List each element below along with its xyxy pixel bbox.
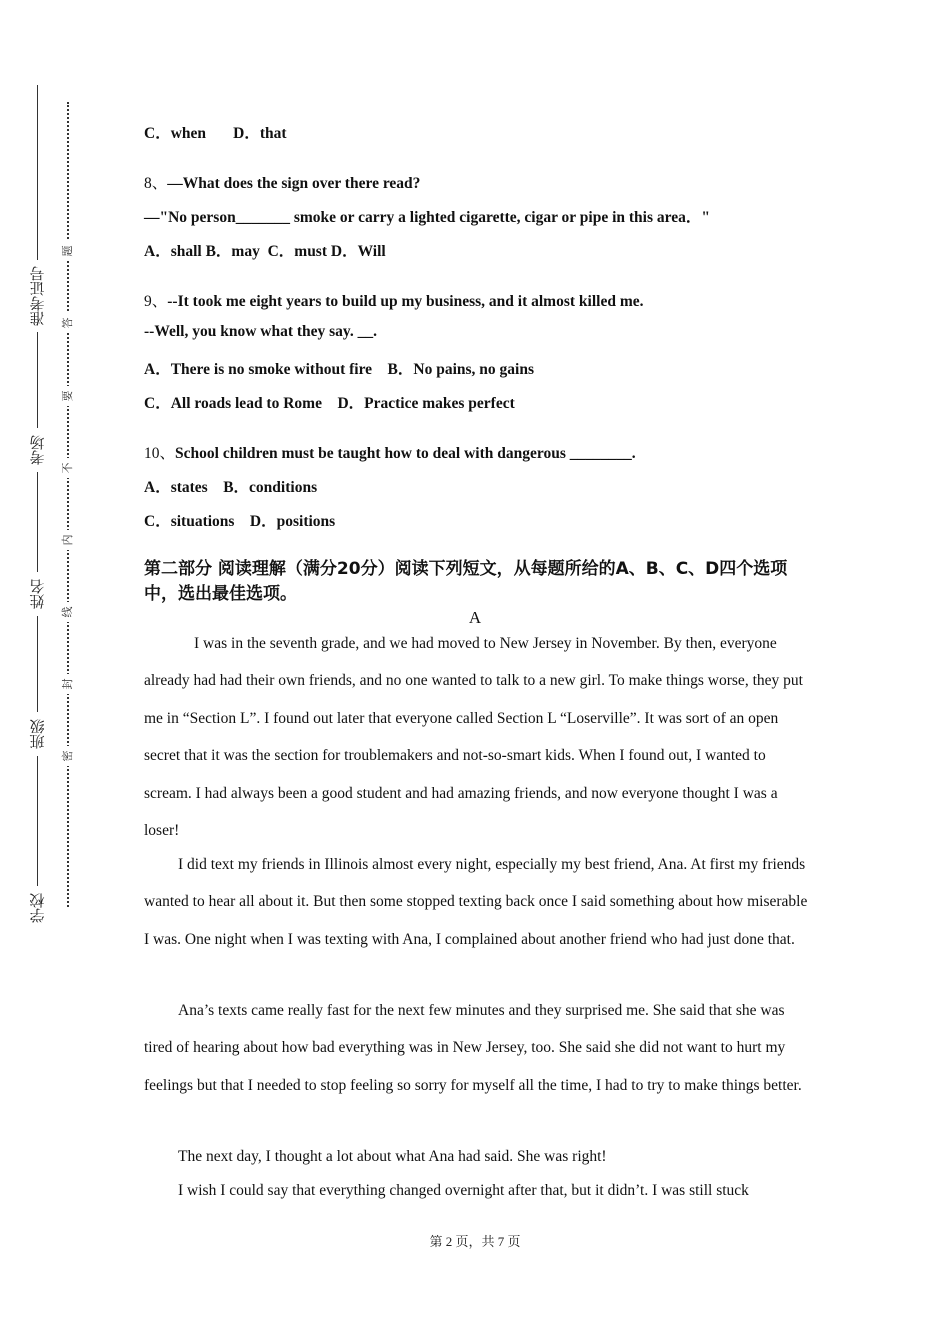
passage-paragraph: I did text my friends in Illinois almost every night, especially my best friend, Ana. At first my friends wanted to hear all about it. But then some stopped texting back once I said something about how miserable I was. One night when I was texting with Ana, I complained about another friend who had just done that. [144,856,808,948]
passage-paragraph: I wish I could say that everything changed overnight after that, but it didn’t. I was still stuck [178,1182,749,1199]
passage-paragraph: Ana’s texts came really fast for the next few minutes and they surprised me. She said that she was tired of hearing about how bad everything was in New Jersey, too. She said she did not want to hurt my feelings but that I needed to stop feeling so sorry for myself all the time, I had to try to make things better. [144,1002,802,1094]
seal-char: 要 [58,386,78,406]
q10-stem-text: School children must be taught how to deal with dangerous ________. [175,445,636,462]
q9-stem [144,289,644,311]
q10-options-ab: A．states B．conditions [144,479,318,496]
q9-options-cd: C．All roads lead to Rome D．Practice makes perfect [144,395,515,412]
seal-char: 密 [58,746,78,766]
q9-number: 9、 [144,293,168,310]
q8-number: 8、 [144,175,168,192]
q7-options: C．when D．that [144,125,287,142]
q9-line2: --Well, you know what they say. __. [144,323,377,340]
q10-number: 10、 [144,445,176,462]
label-class: 班级 [19,712,55,756]
q9-options-ab: A．There is no smoke without fire B．No pains, no gains [144,361,534,378]
page-footer: 第 2 页，共 7 页 [429,1234,521,1249]
passage-paragraph: The next day, I thought a lot about what Ana had said. She was right! [178,1148,607,1165]
seal-char: 封 [58,674,78,694]
binding-solid-line [37,85,38,915]
q8-line2: —"No person_______ smoke or carry a lighted cigarette, cigar or pipe in this area．" [144,209,710,226]
passage-label: A [468,608,482,627]
label-exam-room: 考场 [19,428,55,472]
q10-options-cd: C．situations D．positions [144,513,336,530]
q8-stem [144,171,420,193]
q9-stem-text: --It took me eight years to build up my business, and it almost killed me. [167,293,644,310]
label-exam-number: 准考证号 [19,260,55,332]
seal-char: 不 [58,458,78,478]
label-school: 学校 [19,886,55,930]
binding-margin [0,0,100,1344]
seal-char: 答 [58,313,78,333]
seal-char: 线 [58,602,78,622]
passage-paragraph: I was in the seventh grade, and we had moved to New Jersey in November. By then, everyone already had had their own friends, and no one wanted to talk to a new girl. To make things worse, they put me in “Section L”. I found out later that everyone called Section L “Loserville”. It was sort of an open secret that it was the section for troublemakers and not-so-smart kids. When I found out, I wanted to scream. I had always been a good student and had amazing friends, and now everyone thought I was a loser! [144,635,803,840]
q10-stem [144,441,636,463]
q8-stem-text: —What does the sign over there read? [167,175,421,192]
seal-char: 题 [58,241,78,261]
section-title: 第二部分 阅读理解（满分20分）阅读下列短文，从每题所给的A、B、C、D四个选项中，选出最佳选项。 [144,559,788,604]
q8-options: A．shall B．may C．must D．Will [144,243,386,260]
label-name: 姓名 [19,572,55,616]
seal-dotted-line [67,102,69,907]
seal-char: 内 [58,530,78,550]
